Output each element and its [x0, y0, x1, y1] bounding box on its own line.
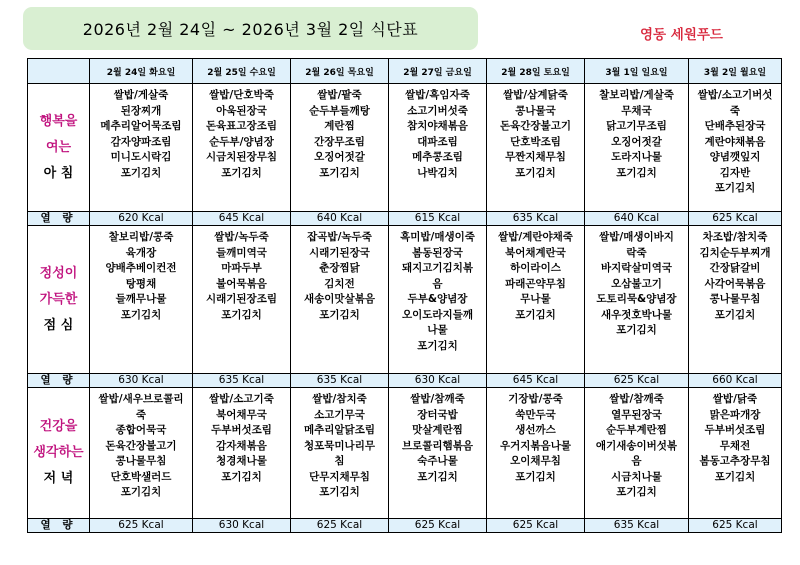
- dish-item: 메추리알어묵조림: [100, 120, 182, 132]
- dish-item: 양배추베이컨전: [105, 262, 177, 274]
- dish-item: 탕평채: [125, 277, 157, 290]
- dish-item: 포기김치: [221, 470, 262, 483]
- dish-item: 포기김치: [221, 166, 262, 179]
- dish-item: 쌀밥/참깨죽: [410, 393, 465, 405]
- dish-item: 침: [334, 455, 345, 467]
- dish-item: 오이채무침: [510, 455, 561, 467]
- dish-cell: [193, 226, 291, 374]
- dish-item: 포기김치: [120, 166, 162, 179]
- calorie-value: 635 Kcal: [585, 519, 689, 533]
- dish-cell: [689, 226, 782, 374]
- calorie-value: 625 Kcal: [90, 519, 193, 533]
- day-header: 2월 27일 금요일: [389, 59, 487, 84]
- dish-item: 쌀밥/소고기버섯: [697, 89, 773, 101]
- calorie-label: 열 량: [28, 519, 90, 533]
- dish-item: 순두부들깨탕: [309, 104, 370, 117]
- calorie-value: 630 Kcal: [389, 374, 487, 388]
- dish-item: 소고기무국: [314, 408, 365, 421]
- calorie-value: 645 Kcal: [487, 374, 585, 388]
- dish-item: 시금치된장무침: [205, 151, 277, 163]
- dish-cell: [291, 84, 389, 212]
- calorie-value: 635 Kcal: [291, 374, 389, 388]
- dish-item: 파래곤약무침: [505, 277, 566, 290]
- calorie-value: 630 Kcal: [90, 374, 193, 388]
- dish-item: 기장밥/콩죽: [508, 393, 563, 405]
- calorie-value: 625 Kcal: [389, 519, 487, 533]
- dish-item: 쌀밥/매생이바지: [599, 231, 674, 243]
- meal-label-cell: [28, 388, 90, 519]
- calorie-label: 열 량: [28, 212, 90, 226]
- menu-table: [27, 58, 782, 533]
- dish-item: 생선까스: [515, 424, 556, 436]
- dish-item: 포기김치: [515, 470, 556, 483]
- dish-item: 죽: [135, 408, 147, 421]
- dish-item: 포기김치: [714, 182, 756, 194]
- dish-item: 음: [631, 455, 642, 467]
- dish-item: 시래기된장국: [309, 246, 370, 259]
- dish-cell: [689, 84, 782, 212]
- dish-item: 소고기버섯죽: [407, 104, 468, 117]
- meal-label-line: 저 녁: [43, 471, 74, 486]
- dish-item: 김치순두부찌개: [699, 246, 771, 259]
- dish-item: 흑미밥/매생이죽: [400, 231, 475, 243]
- dish-item: 오삼불고기: [611, 277, 662, 290]
- dish-item: 쌀밥/단호박죽: [209, 89, 274, 101]
- dish-cell: [585, 226, 689, 374]
- meal-label-cell: [28, 84, 90, 212]
- calorie-value: 645 Kcal: [193, 212, 291, 226]
- dish-item: 포기김치: [515, 308, 556, 321]
- meal-label-line: 정성이: [39, 265, 78, 281]
- dish-item: 감자양파조림: [110, 135, 172, 148]
- dish-cell: [193, 84, 291, 212]
- dish-item: 무짠지채무침: [505, 151, 566, 163]
- dish-item: 들깨미역국: [216, 246, 267, 259]
- dish-item: 도라지나물: [611, 151, 662, 163]
- dish-item: 감자채볶음: [216, 439, 267, 452]
- calorie-label: 열 량: [28, 374, 90, 388]
- dish-item: 북어채계란국: [505, 246, 566, 259]
- dish-item: 아욱된장국: [216, 104, 267, 117]
- calorie-value: 625 Kcal: [689, 212, 782, 226]
- dish-item: 잡곡밥/녹두죽: [307, 231, 372, 243]
- dish-item: 단호박조림: [510, 135, 561, 148]
- dish-item: 쌀밥/팥죽: [317, 89, 362, 101]
- dish-cell: [90, 388, 193, 519]
- dish-item: 쑥만두국: [515, 408, 556, 421]
- dish-item: 된장찌개: [120, 104, 162, 117]
- calorie-value: 635 Kcal: [487, 212, 585, 226]
- dish-item: 우거지볶음나물: [499, 439, 571, 452]
- day-header: 2월 26일 목요일: [291, 59, 389, 84]
- day-header: 2월 25일 수요일: [193, 59, 291, 84]
- dish-item: 두부&양념장: [407, 293, 468, 305]
- dish-item: 김자반: [719, 166, 751, 179]
- meal-label-line: 생각하는: [33, 445, 84, 460]
- calorie-value: 625 Kcal: [291, 519, 389, 533]
- dish-item: 순두부/양념장: [209, 135, 274, 148]
- dish-item: 포기김치: [319, 166, 360, 179]
- dish-item: 포기김치: [616, 324, 657, 336]
- dish-item: 열무된장국: [611, 408, 662, 421]
- dish-item: 락죽: [626, 246, 647, 259]
- dish-item: 미니도시락김: [110, 151, 172, 163]
- meal-label-line: 아 침: [43, 165, 74, 181]
- dish-item: 콩나물국: [515, 104, 556, 117]
- page-title: 2026년 2월 24일 ~ 2026년 3월 2일 식단표: [82, 20, 419, 39]
- dish-item: 간장무조림: [314, 135, 365, 148]
- dish-item: 바지락살미역국: [600, 262, 672, 274]
- dish-item: 오징어젓갈: [314, 151, 365, 163]
- dish-item: 봄동고추장무침: [699, 455, 771, 467]
- day-header: 2월 24일 화요일: [90, 59, 193, 84]
- dish-item: 포기김치: [616, 486, 657, 498]
- calorie-value: 640 Kcal: [585, 212, 689, 226]
- dish-cell: [487, 84, 585, 212]
- dish-item: 단배추된장국: [704, 120, 766, 132]
- dish-cell: [389, 84, 487, 212]
- meal-row: [28, 388, 782, 519]
- meal-label-line: 점 심: [43, 317, 74, 333]
- dish-cell: [689, 388, 782, 519]
- dish-item: 들깨무나물: [115, 293, 167, 305]
- dish-item: 두부버섯조림: [704, 424, 766, 436]
- meal-row: [28, 226, 782, 374]
- dish-item: 찰보리밥/콩죽: [108, 231, 174, 243]
- dish-item: 오이도라지들깨: [401, 308, 473, 321]
- dish-item: 메추리알닭조림: [303, 424, 375, 436]
- dish-item: 쌀밥/녹두죽: [214, 231, 269, 243]
- dish-item: 메추콩조림: [412, 151, 463, 163]
- calorie-value: 630 Kcal: [193, 519, 291, 533]
- dish-item: 포기김치: [417, 470, 458, 483]
- dish-item: 단호박샐러드: [110, 470, 172, 483]
- dish-item: 시래기된장조림: [205, 293, 277, 305]
- dish-item: 포기김치: [714, 308, 756, 321]
- dish-item: 불어묵볶음: [216, 277, 267, 290]
- day-header-row: [28, 59, 782, 84]
- dish-item: 하이라이스: [510, 262, 561, 274]
- dish-item: 나물: [427, 324, 448, 336]
- dish-item: 맛살계란찜: [412, 424, 463, 436]
- dish-item: 쌀밥/닭죽: [712, 393, 758, 405]
- company-name: 영동 세원푸드: [640, 27, 723, 43]
- dish-item: 쌀밥/삼계닭죽: [503, 89, 568, 101]
- dish-item: 포기김치: [221, 308, 262, 321]
- dish-cell: [487, 388, 585, 519]
- dish-item: 숙주나물: [417, 455, 458, 467]
- calorie-value: 635 Kcal: [193, 374, 291, 388]
- dish-item: 브로콜리햄볶음: [401, 439, 473, 452]
- dish-item: 양념깻잎지: [709, 151, 761, 163]
- dish-item: 애기새송이버섯볶: [595, 439, 678, 452]
- dish-item: 봄동된장국: [412, 246, 463, 259]
- dish-item: 닭고기무조림: [606, 120, 667, 132]
- dish-item: 춘장찜닭: [319, 262, 360, 274]
- dish-item: 도토리묵&양념장: [596, 293, 677, 305]
- dish-item: 무나물: [520, 293, 551, 305]
- dish-item: 음: [432, 277, 443, 290]
- dish-item: 장터국밥: [417, 408, 458, 421]
- dish-item: 참치야채볶음: [407, 120, 468, 132]
- dish-item: 오징어젓갈: [611, 135, 662, 148]
- meal-row: [28, 84, 782, 212]
- dish-cell: [585, 84, 689, 212]
- dish-item: 포기김치: [319, 308, 360, 321]
- meal-label-line: 건강을: [39, 419, 78, 434]
- dish-item: 쌀밥/소고기죽: [209, 393, 274, 405]
- meal-label-line: 여는: [45, 139, 72, 155]
- day-header: 2월 28일 토요일: [487, 59, 585, 84]
- menu-title-banner: [23, 7, 478, 50]
- dish-item: 무채전: [719, 439, 751, 452]
- dish-item: 쌀밥/새우브로콜리: [98, 393, 184, 405]
- dish-item: 콩나물무침: [115, 455, 167, 467]
- calorie-row: [28, 212, 782, 226]
- calorie-value: 620 Kcal: [90, 212, 193, 226]
- dish-item: 돈육표고장조림: [205, 120, 277, 132]
- calorie-value: 640 Kcal: [291, 212, 389, 226]
- dish-cell: [389, 388, 487, 519]
- dish-item: 단무지채무침: [309, 470, 370, 483]
- dish-cell: [90, 84, 193, 212]
- dish-item: 쌀밥/계란야채죽: [498, 231, 573, 243]
- dish-item: 나박김치: [417, 166, 458, 179]
- dish-item: 쌀밥/참치죽: [312, 393, 367, 405]
- dish-cell: [487, 226, 585, 374]
- dish-item: 돼지고기김치볶: [401, 262, 473, 274]
- dish-item: 북어채무국: [216, 408, 267, 421]
- calorie-value: 615 Kcal: [389, 212, 487, 226]
- dish-item: 육개장: [125, 246, 157, 259]
- dish-item: 무채국: [621, 104, 652, 117]
- dish-item: 청경채나물: [216, 455, 267, 467]
- dish-item: 두부버섯조림: [211, 424, 272, 436]
- dish-item: 시금치나물: [611, 470, 662, 483]
- calorie-value: 625 Kcal: [487, 519, 585, 533]
- dish-item: 간장닭갈비: [709, 262, 761, 274]
- meal-label-cell: [28, 226, 90, 374]
- dish-item: 쌀밥/흑임자죽: [405, 89, 470, 101]
- dish-item: 포기김치: [120, 486, 162, 498]
- dish-item: 죽: [729, 104, 741, 117]
- day-header: 3월 2일 월요일: [689, 59, 782, 84]
- dish-item: 포기김치: [714, 470, 756, 483]
- dish-item: 대파조림: [417, 135, 458, 148]
- dish-item: 김치전: [324, 277, 355, 290]
- meal-label-line: 행복을: [39, 113, 78, 129]
- dish-item: 새송이맛살볶음: [303, 293, 375, 305]
- dish-cell: [585, 388, 689, 519]
- calorie-row: [28, 519, 782, 533]
- dish-item: 순두부계란찜: [606, 424, 667, 436]
- calorie-row: [28, 374, 782, 388]
- dish-item: 사각어묵볶음: [704, 277, 766, 290]
- calorie-value: 625 Kcal: [585, 374, 689, 388]
- dish-cell: [389, 226, 487, 374]
- dish-item: 청포묵미나리무: [303, 439, 375, 452]
- dish-item: 포기김치: [616, 166, 657, 179]
- day-header: 3월 1일 일요일: [585, 59, 689, 84]
- dish-item: 포기김치: [120, 308, 162, 321]
- dish-item: 새우젓호박나물: [600, 308, 672, 321]
- dish-item: 콩나물무침: [709, 293, 761, 305]
- dish-item: 맑은파개장: [709, 408, 761, 421]
- dish-item: 쌀밥/참깨죽: [609, 393, 664, 405]
- dish-cell: [193, 388, 291, 519]
- calorie-value: 625 Kcal: [689, 519, 782, 533]
- dish-cell: [90, 226, 193, 374]
- dish-cell: [291, 388, 389, 519]
- calorie-value: 660 Kcal: [689, 374, 782, 388]
- dish-item: 포기김치: [417, 339, 458, 352]
- dish-item: 계란찜: [324, 120, 355, 132]
- dish-item: 마파두부: [221, 262, 262, 274]
- dish-item: 차조밥/참치죽: [702, 231, 768, 243]
- dish-item: 돈육간장불고기: [499, 120, 571, 132]
- dish-item: 종합어묵국: [115, 424, 167, 436]
- dish-item: 포기김치: [319, 486, 360, 498]
- dish-item: 쌀밥/게살죽: [113, 89, 169, 101]
- dish-item: 돈육간장불고기: [105, 439, 177, 452]
- dish-item: 포기김치: [515, 166, 556, 179]
- dish-item: 찰보리밥/게살죽: [599, 89, 674, 101]
- header-corner-cell: [28, 59, 90, 84]
- dish-cell: [291, 226, 389, 374]
- dish-item: 계란야채볶음: [704, 135, 766, 148]
- meal-label-line: 가득한: [39, 291, 78, 307]
